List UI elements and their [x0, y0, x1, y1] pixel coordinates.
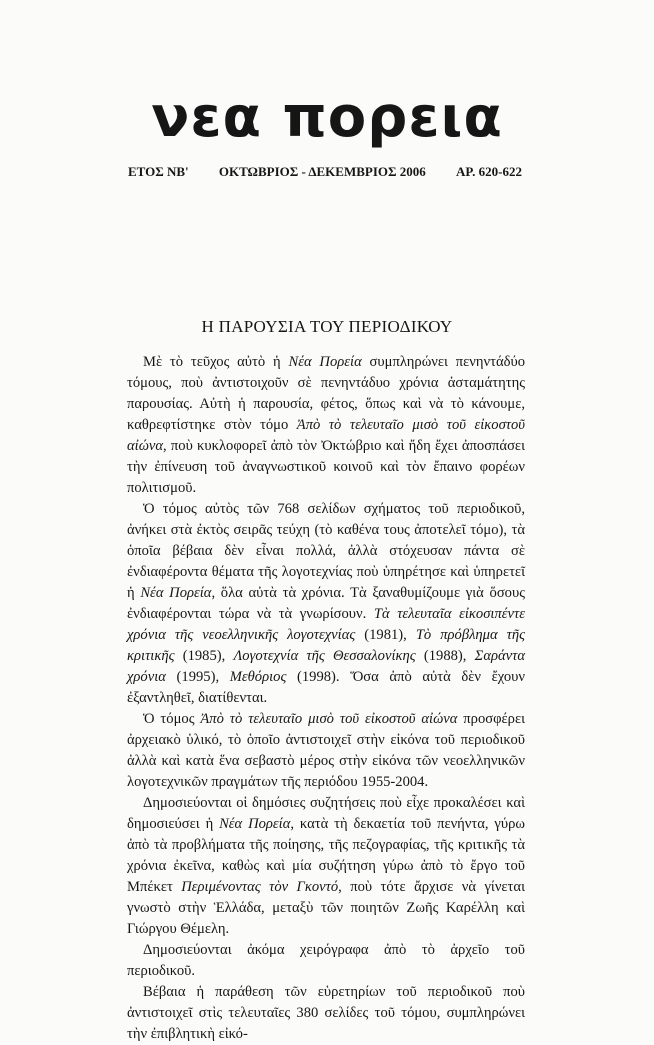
paragraph-3 [127, 709, 525, 793]
text-run: (1995), [165, 669, 230, 685]
text-run: Δημοσιεύονται οἱ δημόσιες συζητήσεις ποὺ εἶχε προκαλέσει καὶ δημοσιεύσει ἡ [127, 795, 525, 832]
text-run: (1981), [355, 627, 416, 643]
article-body [127, 352, 525, 1045]
text-run: , ποὺ τότε ἄρχισε νὰ γίνεται γνωστὸ στὴν Ἑλλάδα, μεταξὺ τῶν ποιητῶν Ζωῆς Καρέλλη καὶ Γιώργου Θέμελη. [127, 879, 525, 937]
paragraph-5: Δημοσιεύονται ἀκόμα χειρόγραφα ἀπὸ τὸ ἀρχεῖο τοῦ περιοδικοῦ. [127, 942, 525, 979]
text-run: , ὅλα αὐτὰ τὰ χρόνια. Τὰ ξαναθυμίζουμε γιὰ ὅσους ἐνδιαφέρονται τώρα νὰ τὰ γνωρίσουν. [127, 585, 525, 622]
italic-run: Νέα Πορεία [219, 816, 291, 832]
text-run: Μὲ τὸ τεῦχος αὐτὸ ἡ [143, 354, 289, 370]
text-run: , ποὺ κυκλοφορεῖ ἀπὸ τὸν Ὀκτώβριο καὶ ἤδη ἔχει ἀποσπάσει τὴν ἐπίνευση τοῦ ἀναγνωστικοῦ κοινοῦ καὶ τὸν ἔπαινο φορέων πολιτισμοῦ. [127, 438, 525, 496]
paragraph-2 [127, 499, 525, 709]
issue-dates: ΟΚΤΩΒΡΙΟΣ - ΔΕΚΕΜΒΡΙΟΣ 2006 [218, 164, 426, 179]
paragraph-4 [127, 793, 525, 940]
italic-run: Σαράντα χρόνια [127, 648, 526, 685]
italic-run: Ἀπὸ τὸ τελευταῖο μισὸ τοῦ εἰκοστοῦ αἰώνα [200, 711, 458, 727]
text-run: Ὁ τόμος [143, 711, 201, 727]
italic-run: Νέα Πορεία [288, 354, 362, 370]
paragraph-6: Βέβαια ἡ παράθεση τῶν εὑρετηρίων τοῦ περιοδικοῦ ποὺ ἀντιστοιχεῖ στὶς τελευταῖες 380 σελίδες τοῦ τόμου, συμπληρώνει τὴν ἐπιβλητικὴ εἰκό- [127, 984, 525, 1042]
italic-run: Τὰ τελευταῖα εἰκοσιπέντε χρόνια τῆς νεοελληνικῆς λογοτεχνίας [127, 606, 525, 643]
italic-run: Τὸ πρόβλημα τῆς κριτικῆς [127, 627, 525, 664]
italic-run: Λογοτεχνία τῆς Θεσσαλονίκης [233, 648, 416, 664]
text-run: (1998). Ὅσα ἀπὸ αὐτὰ δὲν ἔχουν ἐξαντληθεῖ, διατίθενται. [127, 669, 525, 706]
paragraph-1 [127, 352, 525, 499]
issue-number: ΑΡ. 620-622 [456, 164, 522, 179]
text-run: συμπληρώνει πενηντάδύο τόμους, ποὺ ἀντιστοιχοῦν σὲ πενηντάδυο χρόνια ἀσταμάτητης παρουσίας. Αὐτὴ ἡ παρουσία, φέτος, ὅπως καὶ νὰ τὸ κάνουμε, καθρεφτίστηκε στὸν τόμο [127, 354, 526, 433]
issue-year: ΕΤΟΣ ΝΒ' [128, 164, 189, 179]
italic-run: Μεθόριος [229, 669, 287, 685]
italic-run: Ἀπὸ τὸ τελευταῖο μισὸ τοῦ εἰκοστοῦ αἰώνα [127, 417, 526, 454]
issue-info [128, 164, 522, 180]
italic-run: Νέα Πορεία [140, 585, 212, 601]
text-run: Ὁ τόμος αὐτὸς τῶν 768 σελίδων σχήματος τοῦ περιοδικοῦ, ἀνήκει στὰ ἐκτὸς σειρᾶς τεύχη (τὸ καθένα τους ἀποτελεῖ τόμο), τὰ ὁποῖα βέβαια δὲν εἶναι πολλά, ἀλλὰ στόχευσαν πάντα σὲ ἐνδιαφέροντα θέματα τῆς λογοτεχνίας ποὺ ὑπηρέτησε καὶ ὑπηρετεῖ ἡ [127, 501, 525, 601]
text-run: (1985), [174, 648, 234, 664]
text-run: , κατὰ τὴ δεκαετία τοῦ πενήντα, γύρω ἀπὸ τὰ προβλήματα τῆς ποίησης, τῆς πεζογραφίας, τῆς κριτικῆς τὰ χρόνια ἐκεῖνα, καθὼς καὶ μία συζήτηση γύρω ἀπὸ τὸ ἔργο τοῦ Μπέκετ [127, 816, 525, 895]
italic-run: Περιμένοντας τὸν Γκοντό [181, 879, 339, 895]
magazine-masthead: νεα πορεια [151, 85, 503, 150]
text-run: (1988), [415, 648, 475, 664]
article-title: Η ΠΑΡΟΥΣΙΑ ΤΟΥ ΠΕΡΙΟΔΙΚΟΥ [201, 317, 453, 336]
text-run: προσφέρει ἀρχειακὸ ὑλικό, τὸ ὁποῖο ἀντιστοιχεῖ στὴν εἰκόνα τοῦ περιοδικοῦ ἀλλὰ καὶ κατὰ ἕνα σεβαστὸ μέρος στὴν εἰκόνα τῶν νεοελληνικῶν λογοτεχνικῶν πραγμάτων τῆς περιόδου 1955-2004. [127, 711, 525, 790]
